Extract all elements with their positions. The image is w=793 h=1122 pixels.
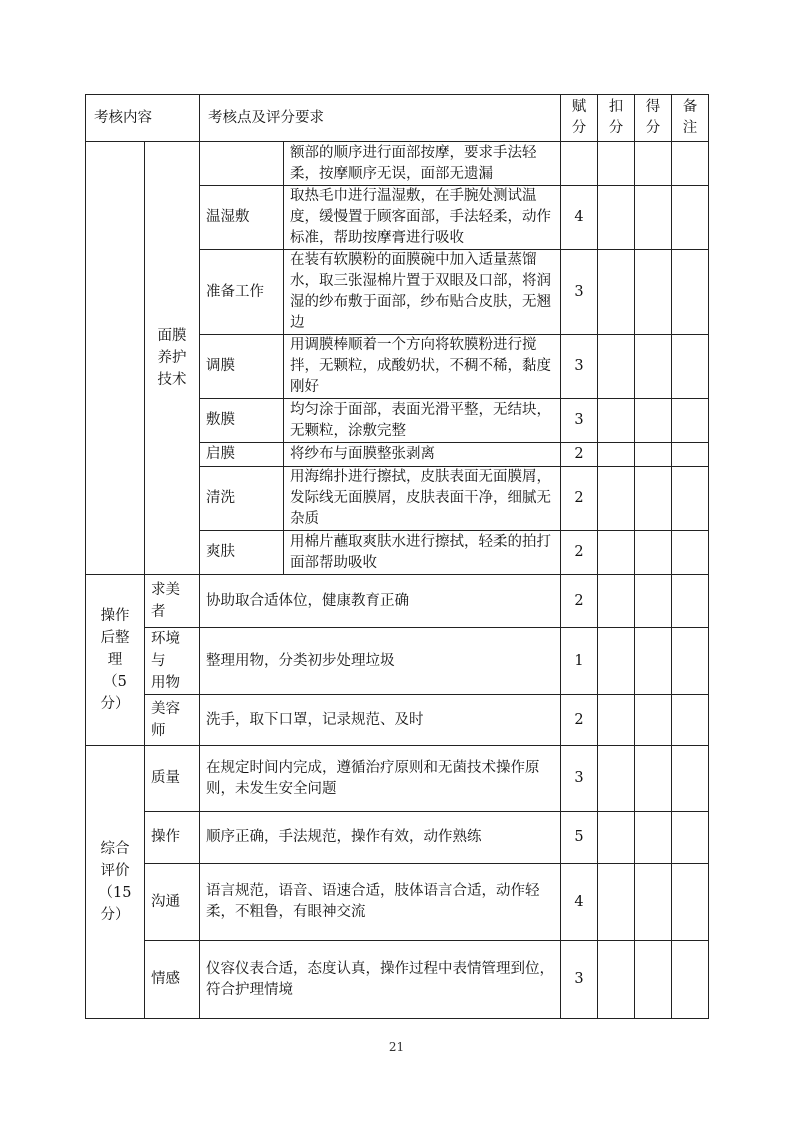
- get-cell: [635, 812, 672, 864]
- item-cell: 美容 师: [145, 695, 200, 746]
- get-cell: [635, 142, 672, 186]
- get-cell: [635, 746, 672, 812]
- deduct-cell: [598, 335, 635, 399]
- note-cell: [672, 335, 709, 399]
- score-cell: 5: [561, 812, 598, 864]
- section-label-overall: 综合 评价 （15 分）: [86, 746, 145, 1019]
- item-cell: 操作: [145, 812, 200, 864]
- header-get: 得 分: [635, 95, 672, 142]
- requirement-cell: 额部的顺序进行面部按摩，要求手法轻柔，按摩顺序无误，面部无遗漏: [284, 142, 561, 186]
- deduct-cell: [598, 746, 635, 812]
- item-cell: [200, 142, 284, 186]
- deduct-cell: [598, 531, 635, 575]
- deduct-cell: [598, 628, 635, 695]
- score-cell: 3: [561, 250, 598, 335]
- get-cell: [635, 864, 672, 941]
- requirement-cell: 在规定时间内完成，遵循治疗原则和无菌技术操作原则，未发生安全问题: [200, 746, 561, 812]
- score-cell: 3: [561, 335, 598, 399]
- get-cell: [635, 186, 672, 250]
- note-cell: [672, 864, 709, 941]
- note-cell: [672, 142, 709, 186]
- requirement-cell: 均匀涂于面部，表面光滑平整，无结块，无颗粒，涂敷完整: [284, 399, 561, 443]
- header-score: 赋 分: [561, 95, 598, 142]
- table-row: [86, 628, 709, 695]
- note-cell: [672, 250, 709, 335]
- get-cell: [635, 695, 672, 746]
- deduct-cell: [598, 941, 635, 1019]
- score-cell: 2: [561, 575, 598, 628]
- deduct-cell: [598, 443, 635, 467]
- assessment-table: [85, 94, 709, 1019]
- table-row: [86, 575, 709, 628]
- table-row: [86, 695, 709, 746]
- requirement-cell: 取热毛巾进行温湿敷，在手腕处测试温度，缓慢置于顾客面部，手法轻柔，动作标准，帮助按摩膏进行吸收: [284, 186, 561, 250]
- score-cell: 1: [561, 628, 598, 695]
- score-cell: 3: [561, 941, 598, 1019]
- deduct-cell: [598, 695, 635, 746]
- header-note: 备 注: [672, 95, 709, 142]
- section-label-mask: 面膜 养护 技术: [145, 142, 200, 575]
- note-cell: [672, 575, 709, 628]
- item-cell: 清洗: [200, 467, 284, 531]
- deduct-cell: [598, 575, 635, 628]
- item-cell: 调膜: [200, 335, 284, 399]
- header-points: 考核点及评分要求: [200, 95, 561, 142]
- note-cell: [672, 531, 709, 575]
- item-cell: 爽肤: [200, 531, 284, 575]
- requirement-cell: 用棉片蘸取爽肤水进行擦拭，轻柔的拍打面部帮助吸收: [284, 531, 561, 575]
- get-cell: [635, 941, 672, 1019]
- requirement-cell: 在装有软膜粉的面膜碗中加入适量蒸馏水，取三张湿棉片置于双眼及口部，将润湿的纱布敷于面部，纱布贴合皮肤，无翘边: [284, 250, 561, 335]
- item-cell: 情感: [145, 941, 200, 1019]
- note-cell: [672, 443, 709, 467]
- item-cell: 沟通: [145, 864, 200, 941]
- page-number: 21: [388, 1040, 405, 1054]
- score-cell: 4: [561, 186, 598, 250]
- item-cell: 质量: [145, 746, 200, 812]
- deduct-cell: [598, 467, 635, 531]
- table-row: [86, 864, 709, 941]
- requirement-cell: 用调膜棒顺着一个方向将软膜粉进行搅拌，无颗粒，成酸奶状，不稠不稀，黏度刚好: [284, 335, 561, 399]
- note-cell: [672, 467, 709, 531]
- score-cell: 2: [561, 531, 598, 575]
- get-cell: [635, 335, 672, 399]
- get-cell: [635, 443, 672, 467]
- item-cell: 启膜: [200, 443, 284, 467]
- score-cell: 3: [561, 399, 598, 443]
- note-cell: [672, 186, 709, 250]
- get-cell: [635, 575, 672, 628]
- header-row: [86, 95, 709, 142]
- requirement-cell: 整理用物，分类初步处理垃圾: [200, 628, 561, 695]
- item-cell: 温湿敷: [200, 186, 284, 250]
- note-cell: [672, 746, 709, 812]
- deduct-cell: [598, 250, 635, 335]
- table-row: [86, 941, 709, 1019]
- deduct-cell: [598, 142, 635, 186]
- score-cell: 3: [561, 746, 598, 812]
- section-empty-cell: [86, 142, 145, 575]
- note-cell: [672, 695, 709, 746]
- table-row: [86, 142, 709, 186]
- item-cell: 准备工作: [200, 250, 284, 335]
- note-cell: [672, 941, 709, 1019]
- requirement-cell: 语言规范，语音、语速合适，肢体语言合适，动作轻柔，不粗鲁，有眼神交流: [200, 864, 561, 941]
- score-cell: 2: [561, 695, 598, 746]
- deduct-cell: [598, 812, 635, 864]
- deduct-cell: [598, 399, 635, 443]
- header-content: 考核内容: [86, 95, 200, 142]
- requirement-cell: 协助取合适体位，健康教育正确: [200, 575, 561, 628]
- header-deduct: 扣 分: [598, 95, 635, 142]
- score-cell: [561, 142, 598, 186]
- item-cell: 敷膜: [200, 399, 284, 443]
- get-cell: [635, 531, 672, 575]
- deduct-cell: [598, 864, 635, 941]
- score-cell: 2: [561, 467, 598, 531]
- get-cell: [635, 250, 672, 335]
- requirement-cell: 用海绵扑进行擦拭，皮肤表面无面膜屑，发际线无面膜屑，皮肤表面干净，细腻无杂质: [284, 467, 561, 531]
- section-label-after: 操作 后整 理 （5 分）: [86, 575, 145, 746]
- requirement-cell: 洗手，取下口罩，记录规范、及时: [200, 695, 561, 746]
- requirement-cell: 仪容仪表合适，态度认真，操作过程中表情管理到位，符合护理情境: [200, 941, 561, 1019]
- note-cell: [672, 399, 709, 443]
- table-row: [86, 746, 709, 812]
- item-cell: 求美 者: [145, 575, 200, 628]
- requirement-cell: 将纱布与面膜整张剥离: [284, 443, 561, 467]
- note-cell: [672, 628, 709, 695]
- item-cell: 环境 与 用物: [145, 628, 200, 695]
- score-cell: 2: [561, 443, 598, 467]
- table-row: [86, 812, 709, 864]
- requirement-cell: 顺序正确，手法规范，操作有效，动作熟练: [200, 812, 561, 864]
- score-cell: 4: [561, 864, 598, 941]
- get-cell: [635, 399, 672, 443]
- get-cell: [635, 467, 672, 531]
- get-cell: [635, 628, 672, 695]
- note-cell: [672, 812, 709, 864]
- deduct-cell: [598, 186, 635, 250]
